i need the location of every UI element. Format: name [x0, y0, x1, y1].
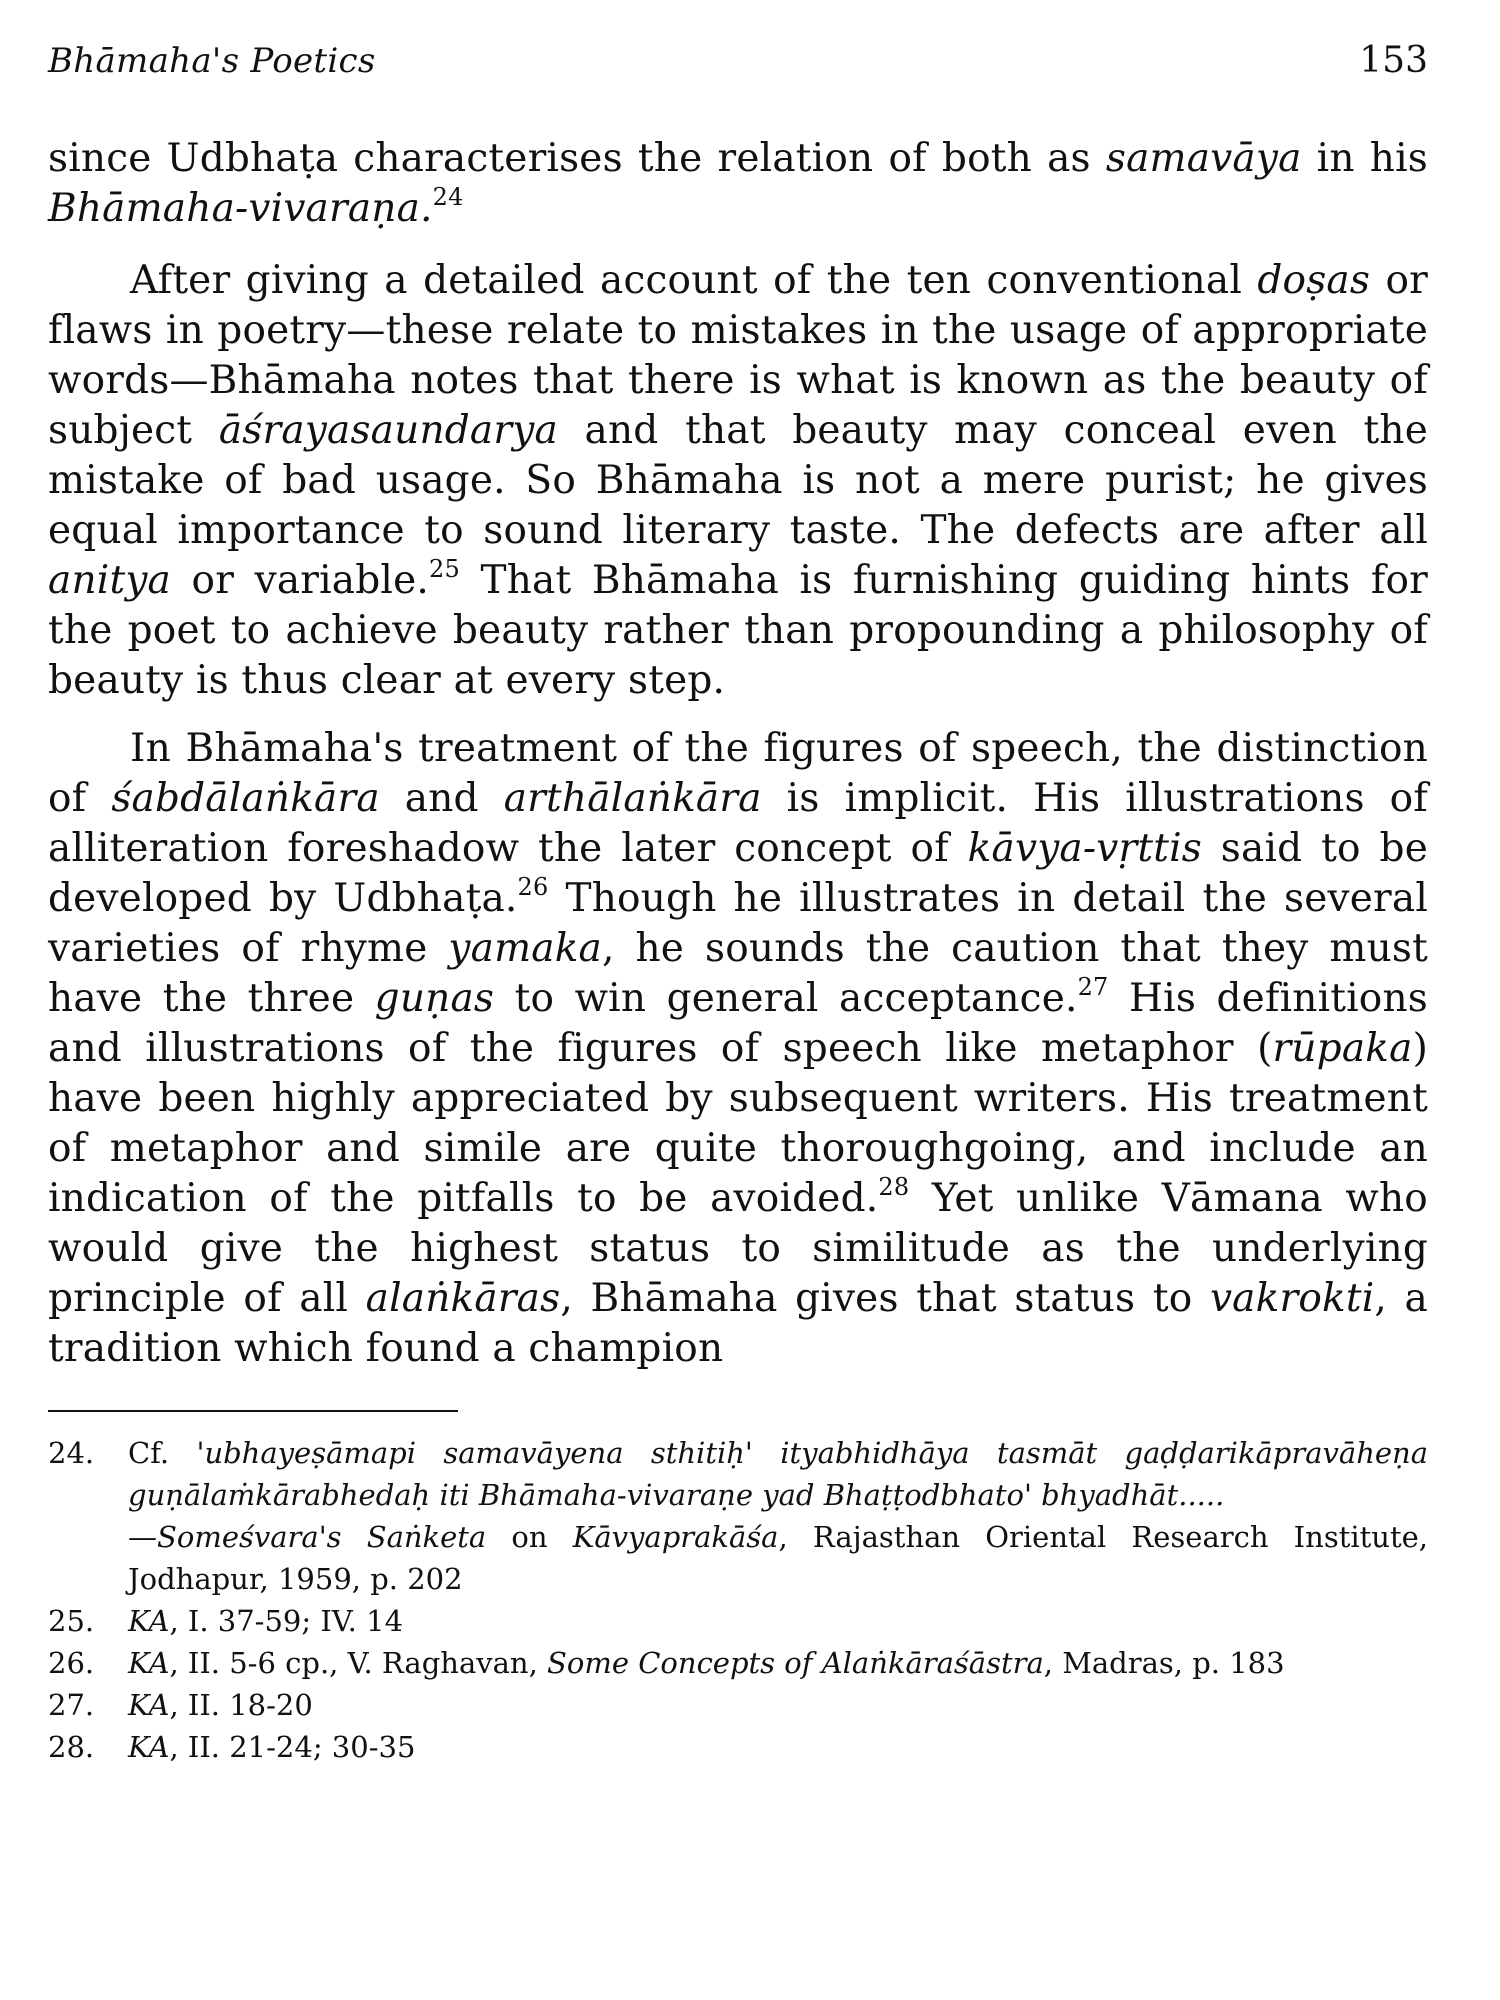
- text-run: , I. 37-59; IV. 14: [169, 1604, 404, 1638]
- footnote: [48, 1642, 1428, 1684]
- footnote-number: 26.: [48, 1646, 95, 1680]
- italic-term: Bhāmaha-vivaraṇa.: [48, 186, 433, 231]
- italic-term: Some Concepts of Alaṅkāraśāstra: [547, 1646, 1044, 1680]
- footnote-text: [128, 1726, 1428, 1768]
- italic-term: guṇas: [374, 976, 495, 1021]
- running-head: Bhāmaha's Poetics: [48, 41, 376, 81]
- paragraph: [48, 134, 1428, 234]
- text-run: Though he illustrates in detail the several varieties of rhyme: [48, 876, 1428, 971]
- text-run: since Udbhaṭa characterises the relation of both as: [48, 136, 1106, 181]
- text-run: His definitions and illustrations of the figures of speech like metaphor (: [48, 976, 1429, 1071]
- footnote: [48, 1432, 1428, 1600]
- text-run: on: [486, 1520, 573, 1554]
- italic-term: samavāya: [1105, 136, 1302, 181]
- italic-term: kāvya-vṛttis: [967, 826, 1202, 871]
- text-run: , II. 5-6 cp., V. Raghavan,: [169, 1646, 548, 1680]
- text-run: That Bhāmaha is furnishing guiding hints for the poet to achieve beauty rather than propounding a philosophy of beauty is thus clear at every step.: [48, 558, 1428, 703]
- italic-term: doṣas: [1257, 258, 1371, 303]
- footnote-ref: 25: [428, 555, 460, 583]
- italic-term: KA: [128, 1604, 170, 1638]
- italic-term: 'ubhayeṣāmapi samavāyena sthitiḥ' ityabhidhāya tasmāt gaḍḍarikāpravāheṇa guṇālaṁkārabhedaḥ iti Bhāmaha-vivaraṇe yad Bhaṭṭodbhato' bhyadhāt.....: [128, 1436, 1429, 1512]
- footnote-number: 27.: [48, 1688, 95, 1722]
- italic-term: anitya: [48, 558, 171, 603]
- book-page: [48, 40, 1428, 1980]
- text-run: said to be developed by Udbhaṭa.: [48, 826, 1428, 921]
- page-header: [48, 40, 1428, 100]
- text-run: in his: [1301, 136, 1428, 181]
- footnote-ref: 28: [878, 1173, 910, 1201]
- footnote: [48, 1726, 1428, 1768]
- footnote-text: [128, 1684, 1428, 1726]
- paragraph: [48, 256, 1428, 706]
- page-number: 153: [1359, 40, 1428, 81]
- footnote-source: [128, 1516, 1428, 1600]
- italic-term: śabdālaṅkāra: [111, 776, 380, 821]
- text-run: or flaws in poetry—these relate to mistakes in the usage of appropriate words—Bhāmaha notes that there is what is known as the beauty of subject: [48, 258, 1428, 453]
- text-run: In Bhāmaha's treatment of the figures of speech, the distinction of: [48, 726, 1428, 821]
- italic-term: —Someśvara's Saṅketa: [128, 1520, 487, 1554]
- footnote-ref: 24: [432, 183, 464, 211]
- italic-term: yamaka: [448, 926, 602, 971]
- italic-term: alaṅkāras: [365, 1276, 561, 1321]
- footnote-text: [128, 1642, 1428, 1684]
- text-run: Yet unlike Vāmana who would give the highest status to similitude as the underlying principle of all: [48, 1176, 1428, 1321]
- footnote-number: 24.: [48, 1436, 95, 1470]
- footnote-number: 28.: [48, 1730, 95, 1764]
- italic-term: vakrokti: [1209, 1276, 1375, 1321]
- footnote: [48, 1600, 1428, 1642]
- text-run: , a tradition which found a champion: [48, 1276, 1428, 1371]
- footnote-number: 25.: [48, 1604, 95, 1638]
- text-run: ) have been highly appreciated by subsequent writers. His treatment of metaphor and simile are quite thoroughgoing, and include an indication of the pitfalls to be avoided.: [48, 1026, 1428, 1221]
- paragraph: [48, 724, 1428, 1374]
- italic-term: KA: [128, 1688, 170, 1722]
- footnotes: [48, 1432, 1428, 1768]
- text-run: and: [379, 776, 504, 821]
- footnote-text: [128, 1600, 1428, 1642]
- footnote-body: [128, 1436, 1428, 1512]
- text-run: Cf.: [128, 1436, 197, 1470]
- footnote-divider: [48, 1410, 458, 1412]
- footnote: [48, 1684, 1428, 1726]
- text-run: and that beauty may conceal even the mistake of bad usage. So Bhāmaha is not a mere purist; he gives equal importance to sound literary taste. The defects are after all: [48, 408, 1428, 553]
- text-run: , Bhāmaha gives that status to: [560, 1276, 1210, 1321]
- body-text: [48, 134, 1428, 1374]
- text-run: , Rajasthan Oriental Research Institute, Jodhapur, 1959, p. 202: [128, 1520, 1428, 1596]
- italic-term: Kāvyaprakāśa: [572, 1520, 779, 1554]
- italic-term: KA: [128, 1730, 170, 1764]
- text-run: , II. 18-20: [169, 1688, 313, 1722]
- text-run: to win general acceptance.: [494, 976, 1078, 1021]
- italic-term: KA: [128, 1646, 170, 1680]
- text-run: , he sounds the caution that they must have the three: [48, 926, 1428, 1021]
- footnote-ref: 26: [517, 873, 549, 901]
- italic-term: rūpaka: [1272, 1026, 1413, 1071]
- footnote-text: [128, 1432, 1428, 1600]
- text-run: , Madras, p. 183: [1043, 1646, 1285, 1680]
- text-run: or variable.: [171, 558, 429, 603]
- italic-term: āśrayasaundarya: [218, 408, 558, 453]
- text-run: After giving a detailed account of the ten conventional: [130, 258, 1258, 303]
- text-run: , II. 21-24; 30-35: [169, 1730, 416, 1764]
- italic-term: arthālaṅkāra: [503, 776, 762, 821]
- text-run: is implicit. His illustrations of alliteration foreshadow the later concept of: [48, 776, 1428, 871]
- footnote-ref: 27: [1077, 973, 1109, 1001]
